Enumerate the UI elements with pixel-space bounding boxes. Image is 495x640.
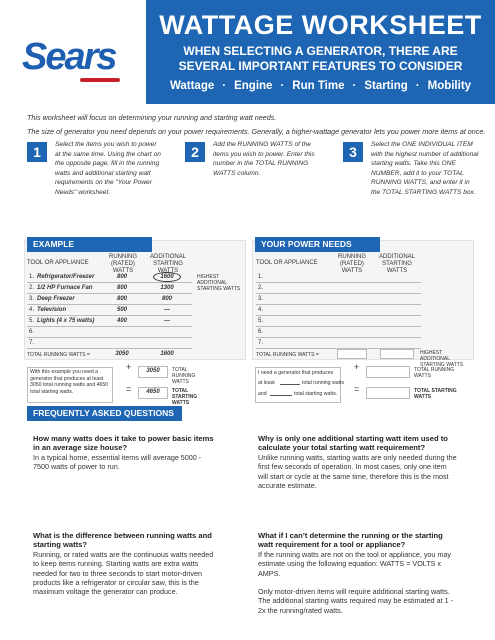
row-running: 800 (116, 296, 127, 302)
example-summary-text: With this example you need a generator that produces at least 3050 total running watts and 4650 total starting watts. (30, 369, 109, 395)
plus-sign: + (354, 362, 360, 372)
faq-answer: Unlike running watts, starting watts are only needed during the first few seconds of operation. In most cases, only one item will start or cycle at the same time, therefore this is the most accurate estimate. (258, 452, 457, 491)
row-number: 7. (29, 340, 35, 346)
feature-starting: Starting (364, 80, 408, 92)
faq-item (258, 434, 458, 490)
feature-wattage: Wattage (169, 80, 215, 92)
row-divider (27, 326, 192, 327)
row-divider (256, 293, 421, 294)
row-number: 3. (258, 296, 264, 302)
feature-separator: · (222, 80, 227, 92)
feature-list (146, 80, 495, 92)
yours-running-blank[interactable] (280, 384, 300, 385)
row-divider (27, 304, 192, 305)
example-highest-value: 1600 (160, 351, 174, 357)
feature-separator: · (352, 80, 357, 92)
example-result-starting-label: TOTAL STARTING WATTS (172, 388, 198, 406)
faq-answer: If the running watts are not on the tool or appliance, you may estimate using the following equation: WATTS = VOLTS x AMPS. (258, 549, 451, 578)
yours-result-starting-label: TOTAL STARTING WATTS (414, 388, 457, 400)
faq-item (33, 531, 218, 597)
row-number: 2. (29, 285, 35, 291)
row-running: 400 (116, 318, 127, 324)
yours-col-tool: TOOL OR APPLIANCE (256, 260, 318, 266)
example-col-additional: ADDITIONAL STARTING WATTS (149, 254, 186, 274)
faq-answer: In a typical home, essential items will average 5000 - 7500 watts of power to run. (33, 452, 202, 472)
feature-run-time: Run Time (292, 80, 345, 92)
example-result-starting: 4650 (146, 389, 160, 395)
row-starting: 1300 (160, 285, 174, 291)
row-divider (256, 282, 421, 283)
yours-col-running: RUNNING (RATED) WATTS (338, 254, 366, 274)
yours-highest-note: HIGHEST ADDITIONAL STARTING WATTS (420, 350, 464, 368)
step-text: Add the RUNNING WATTS of the items you wish to power. Enter this number in the TOTAL RUNNING WATTS column. (213, 141, 315, 177)
faq-heading: FREQUENTLY ASKED QUESTIONS (27, 406, 182, 421)
row-divider (27, 282, 192, 283)
faq-question: Why is only one additional starting watt item used to calculate your total starting watt requirement? (258, 434, 448, 453)
row-item: 1/2 HP Furnace Fan (37, 285, 93, 291)
yours-need-line-3b: total starting watts. (294, 391, 338, 397)
row-divider (256, 326, 421, 327)
row-item: Television (37, 307, 67, 313)
yours-result-running-input[interactable] (366, 366, 410, 378)
row-divider (27, 293, 192, 294)
example-result-running: 3050 (146, 368, 160, 374)
page-subtitle: WHEN SELECTING A GENERATOR, THERE ARE SEVERAL IMPORTANT FEATURES TO CONSIDER (178, 44, 463, 73)
equals-sign: = (126, 384, 132, 394)
example-total-running-label: TOTAL RUNNING WATTS = (27, 352, 90, 358)
yours-highest-input[interactable] (380, 349, 414, 359)
yours-total-running-label: TOTAL RUNNING WATTS = (256, 352, 319, 358)
row-number: 4. (29, 307, 35, 313)
row-number: 5. (29, 318, 35, 324)
row-number: 2. (258, 285, 264, 291)
logo-area (0, 0, 146, 104)
row-number: 6. (258, 329, 264, 335)
row-item: Refrigerator/Freezer (37, 274, 95, 280)
row-number: 7. (258, 340, 264, 346)
row-running: 800 (116, 274, 127, 280)
intro-line-2: The size of generator you need depends on your power requirements. Generally, a higher-wattage generator lets you power more items at once. (27, 127, 486, 136)
step-number: 2 (185, 142, 205, 162)
example-col-running: RUNNING (RATED) WATTS (109, 254, 137, 274)
faq-answer: Running, or rated watts are the continuous watts needed to keep items running. Starting watts are extra watts needed for two to three seconds to start motor-driven products like a refrigerator or circular saw, this is the maximum voltage the generator can produce. (33, 549, 214, 597)
example-heading: EXAMPLE (27, 237, 152, 252)
feature-mobility: Mobility (427, 80, 472, 92)
faq-question: How many watts does it take to power basic items in an average size house? (33, 434, 214, 453)
page-title: WATTAGE WORKSHEET (159, 10, 482, 40)
example-result-running-label: TOTAL RUNNING WATTS (172, 367, 196, 385)
step-text: Select the items you wish to power at the same time. Using the chart on the opposite page, fill in the running watts and additional starting watt requirements on the "Your Power Needs" worksheet. (55, 141, 161, 196)
row-running: 800 (116, 285, 127, 291)
row-divider (256, 315, 421, 316)
example-highest-note: HIGHEST ADDITIONAL STARTING WATTS (197, 274, 241, 292)
faq-item (33, 434, 218, 472)
title-band (146, 0, 495, 104)
faq-question: What if I can’t determine the running or the starting watt requirement for a tool or appliance? (258, 531, 443, 550)
faq-answer: Only motor-driven items will require additional starting watts. The additional starting watts required may be estimated at 1 - 2x the running/rated watts. (258, 587, 453, 615)
row-number: 1. (29, 274, 35, 280)
your-power-needs-heading: YOUR POWER NEEDS (255, 237, 380, 252)
row-number: 1. (258, 274, 264, 280)
row-divider (27, 337, 192, 338)
row-starting: 800 (161, 296, 172, 302)
row-divider (256, 337, 421, 338)
row-item: Lights (4 x 75 watts) (37, 318, 95, 324)
logo-swoosh (80, 78, 120, 82)
sears-logo: Sears (22, 36, 116, 78)
highlight-oval (153, 272, 181, 282)
row-starting: — (164, 307, 170, 313)
yours-col-additional: ADDITIONAL STARTING WATTS (378, 254, 415, 274)
yours-starting-blank[interactable] (270, 395, 292, 396)
row-number: 4. (258, 307, 264, 313)
row-running: 500 (116, 307, 127, 313)
yours-result-running-label: TOTAL RUNNING WATTS (414, 367, 455, 379)
intro-line-1: This worksheet will focus on determining your running and starting watt needs. (27, 113, 277, 122)
yours-need-line-2a: at least (258, 380, 275, 386)
plus-sign: + (126, 362, 132, 372)
feature-separator: · (280, 80, 285, 92)
step-number: 3 (343, 142, 363, 162)
yours-need-line-3a: and (258, 391, 267, 397)
row-number: 5. (258, 318, 264, 324)
equals-sign: = (354, 384, 360, 394)
example-col-tool: TOOL OR APPLIANCE (27, 260, 89, 266)
yours-need-line-2b: total running watts (302, 380, 345, 386)
row-number: 6. (29, 329, 35, 335)
row-starting: 1600 (160, 274, 174, 280)
row-number: 3. (29, 296, 35, 302)
header (0, 0, 495, 104)
row-starting: — (164, 318, 170, 324)
feature-engine: Engine (234, 80, 273, 92)
row-divider (27, 348, 192, 349)
faq-item (258, 531, 458, 615)
yours-need-line-1: I need a generator that produces (258, 370, 334, 376)
yours-result-starting-input[interactable] (366, 387, 410, 399)
example-total-running-value: 3050 (115, 351, 129, 357)
row-item: Deep Freezer (37, 296, 75, 302)
step-text: Select the ONE INDIVIDUAL ITEM with the highest number of additional starting watts. Take this ONE NUMBER, add it to your TOTAL RUNNING WATTS, and enter it in the TOTAL STARTING WATTS box. (371, 141, 479, 196)
yours-total-running-input[interactable] (337, 349, 367, 359)
row-divider (27, 315, 192, 316)
step-number: 1 (27, 142, 47, 162)
faq-question: What is the difference between running watts and starting watts? (33, 531, 212, 550)
row-divider (256, 304, 421, 305)
feature-separator: · (415, 80, 420, 92)
